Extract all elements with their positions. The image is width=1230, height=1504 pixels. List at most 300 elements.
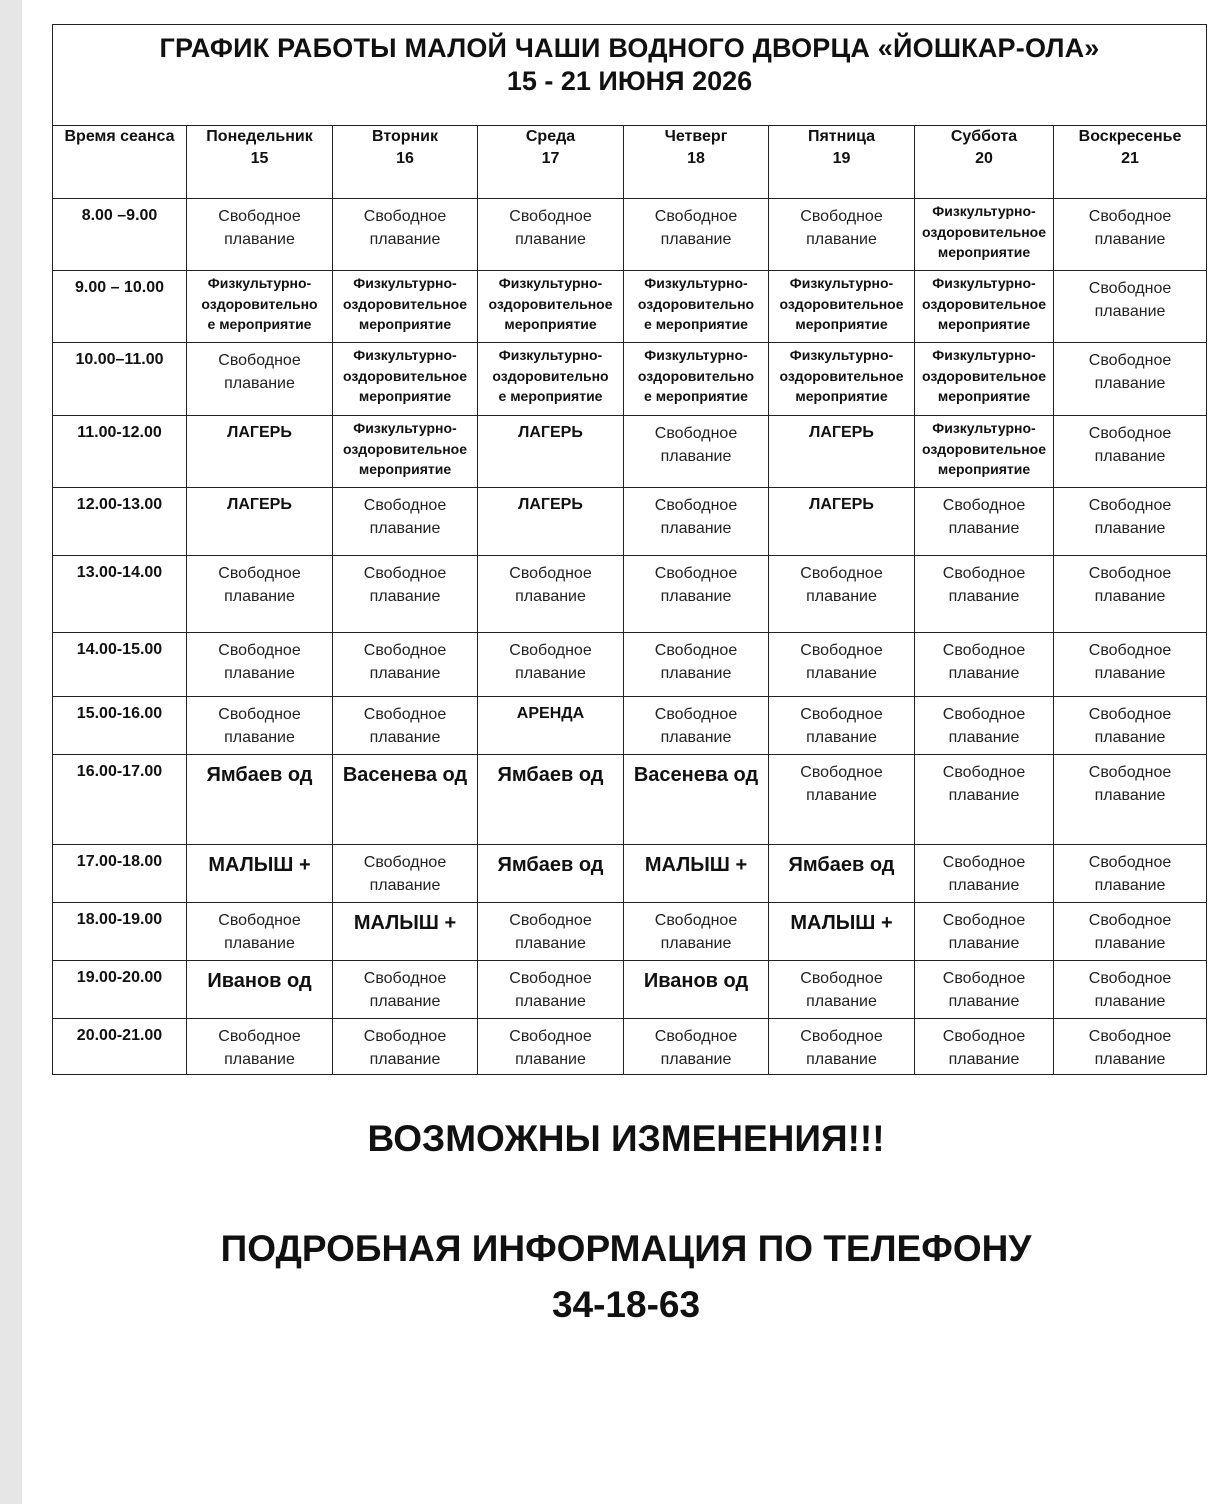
- day-name: Среда: [525, 128, 576, 145]
- schedule-row: [53, 488, 1207, 556]
- free-swim-cell: [769, 755, 915, 845]
- cell-line: Свободное: [1088, 1028, 1172, 1045]
- fitness-event-cell: [769, 343, 915, 416]
- session-time: 9.00 – 10.00: [53, 271, 187, 343]
- session-time: 17.00-18.00: [53, 845, 187, 903]
- fitness-event-cell: [915, 199, 1054, 271]
- cell-line: Свободное: [942, 642, 1026, 659]
- cell-line: Свободное: [509, 565, 592, 582]
- cell-line: оздоровительное: [342, 367, 468, 384]
- session-cell: [478, 416, 624, 488]
- session-cell: [769, 845, 915, 903]
- phone-number: 34-18-63: [551, 1284, 701, 1325]
- free-swim-cell: [769, 556, 915, 633]
- cell-line: Свободное: [509, 1028, 592, 1045]
- cell-line: Свободное: [654, 912, 738, 929]
- header-day: [1054, 126, 1207, 199]
- cell-line: Свободное: [800, 642, 883, 659]
- day-name: Четверг: [664, 128, 728, 145]
- session-label: МАЛЫШ +: [353, 912, 457, 934]
- free-swim-cell: [333, 845, 478, 903]
- session-time: 11.00-12.00: [53, 416, 187, 488]
- cell-line: Свободное: [1088, 706, 1172, 723]
- info-notice: ПОДРОБНАЯ ИНФОРМАЦИЯ ПО ТЕЛЕФОНУ: [220, 1228, 1032, 1269]
- cell-line: мероприятие: [358, 316, 452, 332]
- cell-line: Свободное: [218, 642, 301, 659]
- session-label: ЛАГЕРЬ: [518, 496, 583, 513]
- cell-line: Физкультурно-: [932, 275, 1036, 291]
- day-date: 16: [396, 150, 414, 167]
- cell-line: Свободное: [942, 764, 1026, 781]
- cell-line: Свободное: [1088, 854, 1172, 871]
- free-swim-cell: [187, 697, 333, 755]
- cell-line: Физкультурно-: [207, 275, 312, 291]
- cell-line: оздоровительное: [488, 295, 613, 312]
- free-swim-cell: [478, 903, 624, 961]
- cell-line: Свободное: [654, 425, 738, 442]
- session-label: Ямбаев од: [788, 854, 895, 876]
- cell-line: Свободное: [1088, 764, 1172, 781]
- cell-line: оздоровительное: [921, 295, 1047, 312]
- free-swim-cell: [1054, 961, 1207, 1019]
- document-page: [22, 0, 1230, 1504]
- free-swim-cell: [624, 416, 769, 488]
- cell-line: плавание: [515, 588, 586, 605]
- session-cell: [187, 845, 333, 903]
- free-swim-cell: [769, 199, 915, 271]
- session-label: ЛАГЕРЬ: [227, 424, 292, 441]
- cell-line: е мероприятие: [207, 316, 312, 332]
- session-cell: [333, 903, 478, 961]
- cell-line: Свободное: [218, 706, 301, 723]
- cell-line: Физкультурно-: [353, 347, 457, 363]
- schedule-row: [53, 697, 1207, 755]
- free-swim-cell: [915, 633, 1054, 697]
- cell-line: Свободное: [218, 352, 301, 369]
- cell-line: Физкультурно-: [498, 347, 603, 363]
- cell-line: Физкультурно-: [789, 347, 894, 363]
- cell-line: Свободное: [1088, 642, 1172, 659]
- cell-line: плавание: [1094, 877, 1166, 894]
- free-swim-cell: [769, 633, 915, 697]
- free-swim-cell: [624, 903, 769, 961]
- cell-line: плавание: [660, 935, 732, 952]
- cell-line: плавание: [369, 729, 441, 746]
- free-swim-cell: [1054, 488, 1207, 556]
- cell-line: Свободное: [800, 764, 883, 781]
- cell-line: плавание: [515, 935, 586, 952]
- session-label: АРЕНДА: [516, 705, 585, 722]
- cell-line: плавание: [660, 231, 732, 248]
- cell-line: плавание: [806, 729, 877, 746]
- cell-line: мероприятие: [937, 461, 1031, 477]
- cell-line: плавание: [224, 665, 295, 682]
- cell-line: оздоровительно: [637, 295, 755, 312]
- cell-line: плавание: [1094, 375, 1166, 392]
- header-day: [187, 126, 333, 199]
- cell-line: плавание: [660, 448, 732, 465]
- cell-line: оздоровительное: [342, 440, 468, 457]
- session-time: 13.00-14.00: [53, 556, 187, 633]
- cell-line: плавание: [660, 729, 732, 746]
- cell-line: Физкультурно-: [644, 347, 748, 363]
- session-label: Ямбаев од: [497, 764, 604, 786]
- fitness-event-cell: [478, 271, 624, 343]
- cell-line: Физкультурно-: [353, 420, 457, 436]
- cell-line: Свободное: [363, 497, 447, 514]
- session-time: 10.00–11.00: [53, 343, 187, 416]
- session-label: Васенева од: [633, 764, 759, 786]
- cell-line: Свободное: [1088, 497, 1172, 514]
- cell-line: плавание: [1094, 448, 1166, 465]
- free-swim-cell: [1054, 903, 1207, 961]
- cell-line: оздоровительное: [921, 440, 1047, 457]
- cell-line: Свободное: [942, 854, 1026, 871]
- cell-line: Свободное: [363, 854, 447, 871]
- free-swim-cell: [915, 556, 1054, 633]
- session-label: ЛАГЕРЬ: [809, 424, 874, 441]
- fitness-event-cell: [624, 271, 769, 343]
- schedule-dates: 15 - 21 ИЮНЯ 2026: [506, 66, 753, 96]
- cell-line: Свободное: [363, 565, 447, 582]
- cell-line: Свободное: [654, 565, 738, 582]
- cell-line: плавание: [948, 665, 1020, 682]
- cell-line: плавание: [224, 729, 295, 746]
- cell-line: Физкультурно-: [932, 203, 1036, 219]
- fitness-event-cell: [915, 343, 1054, 416]
- cell-line: Свободное: [654, 1028, 738, 1045]
- cell-line: плавание: [369, 665, 441, 682]
- cell-line: Свободное: [654, 642, 738, 659]
- changes-notice: ВОЗМОЖНЫ ИЗМЕНЕНИЯ!!!: [367, 1118, 885, 1159]
- day-date: 19: [832, 150, 851, 167]
- session-cell: [187, 961, 333, 1019]
- free-swim-cell: [1054, 556, 1207, 633]
- cell-line: Свободное: [509, 208, 592, 225]
- free-swim-cell: [478, 1019, 624, 1075]
- day-date: 21: [1121, 150, 1139, 167]
- free-swim-cell: [624, 697, 769, 755]
- fitness-event-cell: [333, 416, 478, 488]
- cell-line: Свободное: [363, 1028, 447, 1045]
- cell-line: плавание: [1094, 993, 1166, 1010]
- fitness-event-cell: [769, 271, 915, 343]
- free-swim-cell: [187, 343, 333, 416]
- cell-line: Физкультурно-: [498, 275, 603, 291]
- schedule-row: [53, 556, 1207, 633]
- session-cell: [769, 416, 915, 488]
- free-swim-cell: [187, 199, 333, 271]
- cell-line: плавание: [1094, 1051, 1166, 1068]
- free-swim-cell: [915, 488, 1054, 556]
- fitness-event-cell: [624, 343, 769, 416]
- cell-line: Свободное: [509, 912, 592, 929]
- cell-line: Свободное: [363, 706, 447, 723]
- cell-line: плавание: [660, 665, 732, 682]
- fitness-event-cell: [478, 343, 624, 416]
- free-swim-cell: [333, 488, 478, 556]
- session-time: 8.00 –9.00: [53, 199, 187, 271]
- day-name: Суббота: [950, 128, 1018, 145]
- cell-line: Свободное: [942, 1028, 1026, 1045]
- cell-line: Свободное: [942, 497, 1026, 514]
- cell-line: Свободное: [509, 642, 592, 659]
- cell-line: Свободное: [1088, 970, 1172, 987]
- free-swim-cell: [915, 1019, 1054, 1075]
- cell-line: Свободное: [1088, 352, 1172, 369]
- free-swim-cell: [915, 903, 1054, 961]
- cell-line: мероприятие: [937, 388, 1031, 404]
- session-cell: [624, 961, 769, 1019]
- free-swim-cell: [1054, 1019, 1207, 1075]
- cell-line: плавание: [806, 1051, 877, 1068]
- day-name: Воскресенье: [1078, 128, 1182, 145]
- cell-line: плавание: [369, 877, 441, 894]
- cell-line: мероприятие: [795, 388, 888, 404]
- free-swim-cell: [333, 556, 478, 633]
- free-swim-cell: [1054, 697, 1207, 755]
- header-day: [915, 126, 1054, 199]
- session-cell: [187, 488, 333, 556]
- cell-line: Свободное: [218, 208, 301, 225]
- cell-line: плавание: [1094, 520, 1166, 537]
- cell-line: Свободное: [1088, 912, 1172, 929]
- schedule-row: [53, 343, 1207, 416]
- cell-line: Свободное: [1088, 280, 1172, 297]
- session-cell: [478, 697, 624, 755]
- cell-line: оздоровительно: [492, 367, 609, 384]
- free-swim-cell: [478, 633, 624, 697]
- cell-line: Свободное: [800, 1028, 883, 1045]
- day-date: 18: [687, 150, 705, 167]
- cell-line: мероприятие: [358, 461, 452, 477]
- free-swim-cell: [187, 633, 333, 697]
- cell-line: плавание: [369, 231, 441, 248]
- cell-line: плавание: [224, 1051, 295, 1068]
- cell-line: Свободное: [942, 706, 1026, 723]
- cell-line: плавание: [515, 665, 586, 682]
- cell-line: Свободное: [800, 565, 883, 582]
- day-name: Пятница: [807, 128, 876, 145]
- header-row: [53, 126, 1207, 199]
- session-cell: [769, 903, 915, 961]
- cell-line: Физкультурно-: [353, 275, 457, 291]
- free-swim-cell: [478, 199, 624, 271]
- cell-line: Физкультурно-: [644, 275, 748, 291]
- free-swim-cell: [333, 697, 478, 755]
- schedule-row: [53, 633, 1207, 697]
- schedule-sheet: [52, 24, 1206, 1075]
- cell-line: Свободное: [942, 565, 1026, 582]
- cell-line: мероприятие: [937, 316, 1031, 332]
- cell-line: оздоровительное: [921, 367, 1047, 384]
- cell-line: плавание: [806, 588, 877, 605]
- session-label: Ямбаев од: [206, 764, 313, 786]
- free-swim-cell: [1054, 633, 1207, 697]
- cell-line: Свободное: [363, 642, 447, 659]
- cell-line: е мероприятие: [498, 388, 603, 404]
- cell-line: плавание: [660, 520, 732, 537]
- fitness-event-cell: [187, 271, 333, 343]
- free-swim-cell: [187, 556, 333, 633]
- session-cell: [624, 755, 769, 845]
- header-day: [478, 126, 624, 199]
- free-swim-cell: [624, 556, 769, 633]
- cell-line: плавание: [224, 935, 295, 952]
- free-swim-cell: [915, 845, 1054, 903]
- cell-line: Физкультурно-: [789, 275, 894, 291]
- cell-line: плавание: [369, 1051, 441, 1068]
- session-time: 16.00-17.00: [53, 755, 187, 845]
- cell-line: Свободное: [800, 970, 883, 987]
- cell-line: Свободное: [1088, 565, 1172, 582]
- session-time: 12.00-13.00: [53, 488, 187, 556]
- fitness-event-cell: [915, 271, 1054, 343]
- cell-line: Физкультурно-: [932, 420, 1036, 436]
- free-swim-cell: [769, 697, 915, 755]
- cell-line: оздоровительно: [201, 295, 318, 312]
- cell-line: Свободное: [363, 970, 447, 987]
- day-name: Вторник: [371, 128, 439, 145]
- cell-line: Свободное: [1088, 208, 1172, 225]
- session-label: МАЛЫШ +: [790, 912, 893, 934]
- session-time: 15.00-16.00: [53, 697, 187, 755]
- session-cell: [478, 845, 624, 903]
- cell-line: плавание: [1094, 231, 1166, 248]
- free-swim-cell: [187, 1019, 333, 1075]
- cell-line: плавание: [806, 787, 877, 804]
- cell-line: плавание: [948, 877, 1020, 894]
- cell-line: оздоровительное: [921, 223, 1047, 240]
- cell-line: плавание: [224, 375, 295, 392]
- cell-line: плавание: [369, 520, 441, 537]
- schedule-table: [52, 24, 1207, 1075]
- cell-line: мероприятие: [504, 316, 597, 332]
- session-label: МАЛЫШ +: [644, 854, 748, 876]
- schedule-row: [53, 199, 1207, 271]
- session-cell: [333, 755, 478, 845]
- session-label: ЛАГЕРЬ: [518, 424, 583, 441]
- cell-line: Свободное: [654, 706, 738, 723]
- schedule-row: [53, 961, 1207, 1019]
- day-name: Понедельник: [206, 128, 313, 145]
- free-swim-cell: [915, 697, 1054, 755]
- free-swim-cell: [1054, 199, 1207, 271]
- free-swim-cell: [478, 556, 624, 633]
- day-date: 15: [250, 150, 269, 167]
- header-day: [333, 126, 478, 199]
- cell-line: плавание: [369, 993, 441, 1010]
- session-label: ЛАГЕРЬ: [227, 496, 292, 513]
- free-swim-cell: [333, 1019, 478, 1075]
- free-swim-cell: [478, 961, 624, 1019]
- cell-line: плавание: [948, 1051, 1020, 1068]
- free-swim-cell: [624, 199, 769, 271]
- cell-line: Физкультурно-: [932, 347, 1036, 363]
- cell-line: Свободное: [218, 1028, 301, 1045]
- cell-line: Свободное: [942, 970, 1026, 987]
- free-swim-cell: [624, 1019, 769, 1075]
- session-cell: [769, 488, 915, 556]
- header-day: [624, 126, 769, 199]
- cell-line: плавание: [1094, 729, 1166, 746]
- free-swim-cell: [1054, 755, 1207, 845]
- session-label: Иванов од: [207, 970, 312, 992]
- fitness-event-cell: [333, 343, 478, 416]
- free-swim-cell: [1054, 343, 1207, 416]
- cell-line: плавание: [1094, 665, 1166, 682]
- cell-line: Свободное: [1088, 425, 1172, 442]
- cell-line: плавание: [660, 588, 732, 605]
- schedule-title: ГРАФИК РАБОТЫ МАЛОЙ ЧАШИ ВОДНОГО ДВОРЦА «ЙОШКАР-ОЛА»: [159, 33, 1100, 63]
- session-time: 14.00-15.00: [53, 633, 187, 697]
- cell-line: плавание: [948, 588, 1020, 605]
- cell-line: плавание: [948, 787, 1020, 804]
- cell-line: оздоровительное: [779, 367, 904, 384]
- schedule-row: [53, 755, 1207, 845]
- free-swim-cell: [624, 633, 769, 697]
- session-time: 20.00-21.00: [53, 1019, 187, 1075]
- schedule-row: [53, 1019, 1207, 1075]
- session-label: ЛАГЕРЬ: [809, 496, 874, 513]
- day-date: 17: [541, 150, 560, 167]
- free-swim-cell: [1054, 271, 1207, 343]
- session-time: 18.00-19.00: [53, 903, 187, 961]
- cell-line: мероприятие: [937, 244, 1031, 260]
- session-label: МАЛЫШ +: [208, 854, 311, 876]
- cell-line: Свободное: [218, 912, 301, 929]
- cell-line: оздоровительное: [779, 295, 904, 312]
- fitness-event-cell: [915, 416, 1054, 488]
- fitness-event-cell: [333, 271, 478, 343]
- cell-line: плавание: [948, 729, 1020, 746]
- cell-line: Свободное: [218, 565, 301, 582]
- cell-line: плавание: [1094, 303, 1166, 320]
- free-swim-cell: [1054, 845, 1207, 903]
- cell-line: плавание: [948, 993, 1020, 1010]
- cell-line: плавание: [806, 665, 877, 682]
- cell-line: плавание: [948, 935, 1020, 952]
- cell-line: е мероприятие: [644, 388, 748, 404]
- free-swim-cell: [1054, 416, 1207, 488]
- free-swim-cell: [333, 199, 478, 271]
- free-swim-cell: [333, 633, 478, 697]
- free-swim-cell: [333, 961, 478, 1019]
- session-cell: [478, 755, 624, 845]
- cell-line: мероприятие: [358, 388, 452, 404]
- session-cell: [187, 416, 333, 488]
- cell-line: плавание: [660, 1051, 732, 1068]
- session-cell: [187, 755, 333, 845]
- cell-line: Свободное: [942, 912, 1026, 929]
- cell-line: плавание: [806, 231, 877, 248]
- cell-line: Свободное: [363, 208, 447, 225]
- session-label: Васенева од: [342, 764, 468, 786]
- session-label: Ямбаев од: [497, 854, 604, 876]
- cell-line: оздоровительно: [637, 367, 755, 384]
- cell-line: мероприятие: [795, 316, 888, 332]
- cell-line: плавание: [1094, 935, 1166, 952]
- schedule-row: [53, 845, 1207, 903]
- schedule-row: [53, 903, 1207, 961]
- cell-line: Свободное: [509, 970, 592, 987]
- session-label: Иванов од: [643, 970, 749, 992]
- title-cell: [53, 25, 1207, 126]
- cell-line: плавание: [224, 588, 295, 605]
- cell-line: Свободное: [800, 706, 883, 723]
- cell-line: плавание: [806, 993, 877, 1010]
- cell-line: плавание: [369, 588, 441, 605]
